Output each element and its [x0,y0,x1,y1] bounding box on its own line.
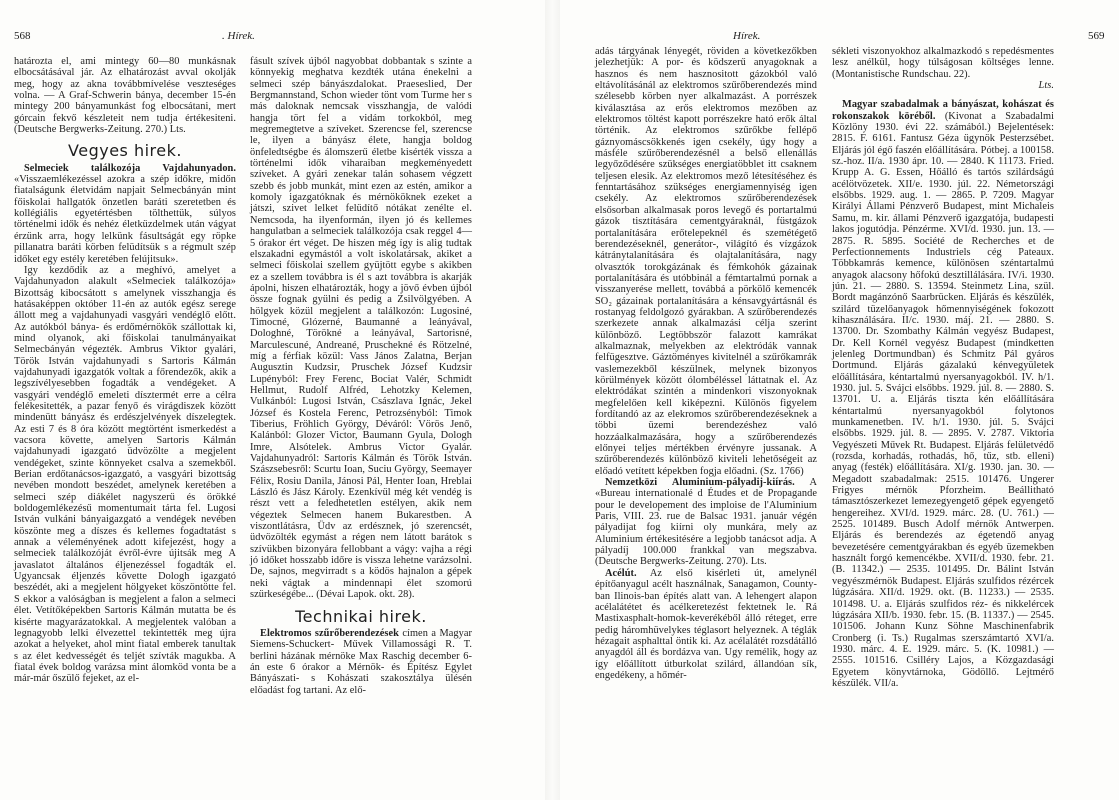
running-head: Hírek. [733,30,761,42]
right-page-column-2 [832,46,1054,689]
paragraph: fásult szívek újból nagyobbat dobbantak s szinte a könnyekig meghatva kezdték utána énekelni a selmeci szép bányászdalokat. Praeseslied, Der Bergmannstand, Schon wieder tönt vom Turme her s más daloknak nemcsak visszhangja, de valódi hangja tört fel a vidám torkokból, meg megremegtetve a szíveket. Szerencse fel, szerencse le, ilyen a bányász élete, hangja boldog önfeledtségbe és álomszerű életbe kisérték vissza a történelmi idők viharaiban megkeményedett szíveket. A gyári zenekar talán sohasem végzett szebb és jobb munkát, mint ezen az estén, amikor a komoly igazgatóknak és mérnököknek ezeket a játszi, szivet lelket felüdítő nótákat zenélte el. Nemcsoda, ha ilyenformán, ilyen jó és kellemes hangulatban a selmeciek találkozója csak reggel 4—5 órakor ért véget. De hiszen még így is alig tudtak elszakadni egymástól a volt iskolatársak, akiket a selmeci főiskolai szellem gyüjtött egybe s akikben ez a szellem továbbra is él s azt továbbra is akarják ápolni, hiszen elhatározták, hogy a jövő évben újból össze fognak gyülni és pedig a Zsilvölgyében. A hölgyek közül megjelent a találkozón: Lugosiné, Timocné, Glózerné, Baumanné a leányával, Dologhné, Törökné a leányával, Sartorisné, Marculescuné, Andreané, Pruschekné és Rötzelné, míg a férfiak közül: Vass János Zalatna, Berjan Augusztin Kudzsir, Pruschek József Kudzsir Lupényból: Frey Ferenc, Bociat Valér, Schmidt Hellmut, Rudolf Alfréd, Lehotzky Kelemen, Vulkánból: Lugosi István, Császlava Ignác, Jekel József és Kostela Ferenc, Petrozsényból: Timok Tiberius, Fröhlich György, Déváról: Vörös Jenő, Kalánból: Glozer Victor, Baumann Gyula, Dologh Imre, Alsótelek. Ambrus Victor Gyalár. Vajdahunyadról: Sartoris Kálmán és Török István. Szászsebesről: Scurtu Ioan, Suciu György, Seemayer Félix, Rosiu Danila, Jánosi Pál, Henter Ioan, Hreblai László és Jász Károly. Ezenkívül még két vendég is részt vett a feledhetetlen estélyen, akik nem végeztek Selmecen hanem Bukarestben. A viszontlátásra, Üdv az erdésznek, jó szerencsét, üdvözölték egymást a régen nem látott barátok s szívükben bizonyára fellobbant a vágy: vajha a régi jó időket hosszabb időre is vissza lehetne varázsolni. De, sajnos, megvirradt s a ködös hajnalon a gépek neki vágtak a mindennapi élet szomorú szürkeségébe... (Dévai Lapok. okt. 28). [250,56,472,601]
section-heading: Technikai hirek. [295,606,427,626]
page-number: 568 [14,30,31,42]
paragraph [595,568,817,681]
right-page [560,0,1119,800]
paragraph [595,477,817,568]
paragraph [832,99,1054,689]
left-page-column-2 [250,56,472,696]
article-title: Magyar szabadalmak a bányászat, kohászat és rokonszakok köréből. [832,99,1054,122]
article-text: A «Bureau internationalé d Études et de Propagande pour le developement des imploise de l'Aluminium Paris, VIII. 23. rue de Balsac 1931. január végén pályadijat fog kiírni oly munkára, mely az Aluminium értékesitésére a legjobb tanácsot adja. A pályadíj 100.000 frankkal van megszabva. (Deutsche Bergwerks-Zeitung. 270). Lts. [595,477,817,568]
article-title: Acélút. [605,567,637,579]
book-gutter [545,0,560,800]
section-heading: Vegyes hirek. [68,141,182,161]
paragraph [250,628,472,696]
article-title: Nemzetközi Aluminium-pályadij-kiírás. [605,477,795,489]
paragraph: sékleti viszonyokhoz alkalmazkodó s repedésmentes lesz anélkül, hogy túlságosan költséges lenne. (Montanistische Rundschau. 22). [832,46,1054,80]
article-title: Selmeciek találkozója Vajdahunyadon. [24,162,236,174]
paragraph: határozta el, ami mintegy 60—80 munkásnak elbocsátásával jár. Az elhatározást avval okolják meg, hogy az akna továbbmívelése veszteséges volna. — A Graf-Schwerin bánya, december 15-én mintegy 200 bányamunkást fog elbocsátani, mert górcain fekvő készleteit nem tudja értékesiteni. (Deutsche Bergwerks-Zeitung. 270.) Lts. [14,56,236,136]
paragraph [14,163,236,265]
article-text: «Visszaemlékezéssel azokra a szép időkre, midőn fiatalságunk életvidám napjait Selmecbányán mint főiskolai hallgatók önzetlen baráti szeretetben és kollégiális egyetértésben tölthettük, súlyos történelmi idők és nehéz életküzdelmek után vágyat érzünk arra, hogy lelkünk fásultságát egy röpke pillanatra baráti körben felüdítsük s a régmult szép időket egy estély keretében felújitsuk». [14,174,236,265]
page-number: 569 [1088,30,1105,42]
article-text: címen a Magyar Siemens-Schuckert- Művek Villamossági R. T. berlini házának mérnöke Max Raschig december 6-án este 6 órakor a Mérnök- és Építész Egylet Bányászati- s Kohászati szakosztálya ülésén előadást fog tartani. Az elő- [250,627,472,696]
right-page-column-1 [595,46,817,681]
article-text: (Kivonat a Szabadalmi Közlöny 1930. évi 22. számából.) Bejelentések: 2815. F. 6161. Fantusz Géza ügynök Pesterzsébet. Eljárás jól égő faszén előállítására. Pótbej. a 100158. sz.-hoz. II/a. 1930 ápr. 10. — 2840. K 11173. Fried. Krupp A. G. Essen, Hőálló és tartós szilárdságú acélötvözetek. XII/e. 1930. júl. 22. Németországi elsőbbs. 1929. aug. 1. — 2865. P. 7209. Magyar Királyi Állami Pénzverő Budapest, mint Michaleis Samu, m. kir. állami Pénzverő igazgatója, budapesti lakos jogutódja. Pénzérme. XVI/d. 1930. jun. 13. — 2875. R. 5895. Société de Recherches et de Perfectionnements Industriels cég Pateaux. Többkamrás kemence, különösen széntartalmú anyagok alacsony hőfokú desztillálására. IV/i. 1930. jún. 21. — 2880. S. 13594. Steinmetz Lina, szül. Bordt magánzónő Saarbrücken. Eljárás és készülék, szilárd tüzelőanyagok hőmennyiségének fokozott kihasználására. II/c. 1930. máj. 21. — 2880. S. 13700. Dr. Szombathy Kálmán vegyész Budapest, Dr. Kell Kornél vegyész Budapest (mindketten jelenleg Dortmundban) és Schmitz Pál gyáros Dortmund. Eljárás gázalakú kénvegyületek előállítására, kéntartalmú nyersanyagokból. IV. h/1. 1930. jul. 5. Svájci elsőbbs. 1929. júl. 8. — 2880. S. 13701. U. a. Eljárás tiszta kén előállítására kéntartalmú nyersanyagokból folytonos munkamenetben. IV. h/1. 1930. júl. 5. Svájci elsőbbs. 1929. júl. 8. — 2895. V. 2787. Viktoria Vegyészeti Művek Rt. Budapest. Eljárás felületvédő (rozsda, korhadás, rothadás, hő, tűz, stb. elleni) anyag (festék) előállítására. XI/g. 1930. jan. 30. — Megadott szabadalmak: 2515. 101476. Ungerer Frigyes mérnök Pforzheim. Beállitható támasztószerkezet lemezegyengető gépek egyengető hengereihez. XVI/d. 1929. márc. 28. (U. 761.) — 2525. 101489. Busch Adolf mérnök Antwerpen. Eljárás és berendezés az égetendő anyag bevezetésére cementgyárakban és egyéb üzemekben használt forgó kemencékbe. XVII/d. 1930. febr. 21. (B. 11342.) — 2535. 101495. Dr. Bálint István vegyészmérnök Budapest. Eljárás szulfidos rézércek lúgzására. XII/d. 1929. okt. (B. 11233.) — 2535. 101498. U. a. Eljárás szulfidos réz- és nikkelércek lúgzására XII/b. 1930. febr. 15. (B. 11337.) — 2545. 101506. Johann Kunz Söhne Maschinenfabrik Cronberg (i. Ts.) Rugalmas szerszámtartó XVI/a. 1930. márc. 4. E. 1929. márc. 5. (K. 10981.) — 2555. 101516. Csilléry Lajos, a Közgazdasági Egyetem könyvtárnoka, Gödöllő. Lejtmérő készülék. VII/a. [832,110,1055,689]
paragraph: adás tárgyának lényegét, röviden a következőkben jelezhetjük: A por- és ködszerű anyagoknak a hasznos és nem hasznositott gázokból való eltávolításánál az elektromos szűrőberendezés mind szélesebb körben nyer alkalmazást. A porrészek kiválasztása az erős elektromos mezőben az elektromos töltést kapott porrészekre ható erők által történik. Az elektromos szűrőkbe fellépő gáznyomáscsökkenés igen csekély, úgy hogy a másféle szűrőberendezésnél a belső ellenállás legyőződésére szükséges energiatöbblet itt csaknem teljesen elesik. Az elektromos mező létesítéséhez és fenntartásához szükséges energiamennyiség igen csekély. Az elektromos szűrőberendezések elsősorban alkalmasak poros levegő és portartalmú gázok tisztítására cementgyáraknál, füstgázok portalanítására erőtelepeknél és szemétégető berendezéseknél, generátor-, világító és vízgázok kátránytalanítására és olajtalanítására, nagy olvasztók torokgázának és fémkohók gázainak portalanítására és utóbbinál a fémtartalmú pornak a visszanyerése mellett, továbbá a pörkölő kemencék SO₂ gázainak portalanítására a kénsavgyártásnál és rostanyag feldolgozó gyárakban. A szűrőberendezés szerkezete annak alkalmazási célja szerint különböző. Legtöbbször falazott kamrákat alkalmaznak, melyekben az elektródák vannak felfügesztve. Gáztöményes kivitelnél a szűrőkamrák vaslemezekből készülnek, melynek bizonyos körülmények között ólombéléssel láttatnak el. Az elektródákat szintén a mindenkori viszonyoknak megfelelően kell kiképezni. Különös figyelem fordítandó az az elekromos szűrőberendezéseknek a többi üzemi berendezéshez való hozzáalkalmazására, hogy a szűrőberendezés előnyei teljes mértékben érvényre jussanak. A szűrőberendezés különböző kiviteli lehetőségeit az előadó vetített képekben fogja előadni. (Sz. 1766) [595,46,817,477]
signature: Lts. [1038,80,1054,92]
left-page [0,0,545,800]
article-title: Elektromos szűrőberendezések [260,627,399,639]
article-text: Az első kisérleti út, amelynél építőanyagul acélt használnak, Sanagamon, County-ban Ilinois-ban építés alatt van. A lehengert alapon acélalátétet és acélkeretezést fektetnek le. Rá Mastixasphalt-homok-keverékéből álló réteget, erre pedig háromhüvelykes téglasort helyeznek. A téglák hézagait asphalttal öntik ki. Az acélalátét rozsdátálló anyagdól áll és bordázva van. Ugy remélik, hogy az így előállított útburkolat szilárd, állandóan sík, engedékeny, a hőmér- [595,567,817,681]
paragraph: Igy kezdődik az a meghívó, amelyet a Vajdahunyadon alakult «Selmeciek találkozója» Bizottság kibocsátott s amelynek visszhangja és hatásaképpen október 11-én az autók egész serege állott meg a vajdahunyadi vasgyári vendéglő előtt. Az autókból bánya- és erdőmérnökök szállottak ki, mind olyanok, aki főiskolai tanulmányaikat Selmecbányán végezték. Ambrus Viktor gyalári, Török István vajdahunyadi s Sartoris Kálmán vajdahunyadi igazgatók voltak a főrendezők, akik a legszívélyesebben fogadták a vendégeket. A vasgyári vendéglő emeleti dísztermét erre a célra felékesitették, a pazar fenyő és virágdiszek között mindenütt bányász és erdészjelvények díszelegtek. Az esti 7 és 8 óra között megtörtént ismerkedést a vacsora követte, amelyen Sartoris Kálmán vajdahunyadi igazgató üdvözölte a megjelent vendégeket, szinte könnyeket csalva a szemekből. Berian erdőtanácsos-igazgató, a vasgyári bizottság nevében mondott beszédet, amelynek keretében a selmeci szép diákélet nagyszerü és örökké boldogemlékezésű momentumait tárta fel. Lugosi István vulkáni bányaigazgató a vendégek nevében köszönte meg a díszes és kellemes fogadtatást s annak a véleményének adott kifejezést, hogy a selmeciek találkozóját évről-évre újitsák meg A javaslatot általános éljenezéssel fogadták el. Ugyancsak éljenzés követte Dologh igazgató beszédét, aki a megjelent hölgyeket köszöntötte fel. S ekkor a valóságban is megjelent a falon a selmeci élet. Vetítőképekben Sartoris Kálmán mutatta be és kisérte magyarázatokkal. A megjelentek valóban a legnagyobb lelki élvezettel tekintették meg újra azokat a helyeket, ahol mint fiatal emberek tanultak s az élet kedvességét és teljét szívták magukba. A fiatal évek boldog varázsa mint álomköd vonta be a már-már őszülő fejeket, az el- [14,264,236,685]
running-head: . Hírek. [222,30,255,42]
left-page-column-1 [14,56,236,685]
